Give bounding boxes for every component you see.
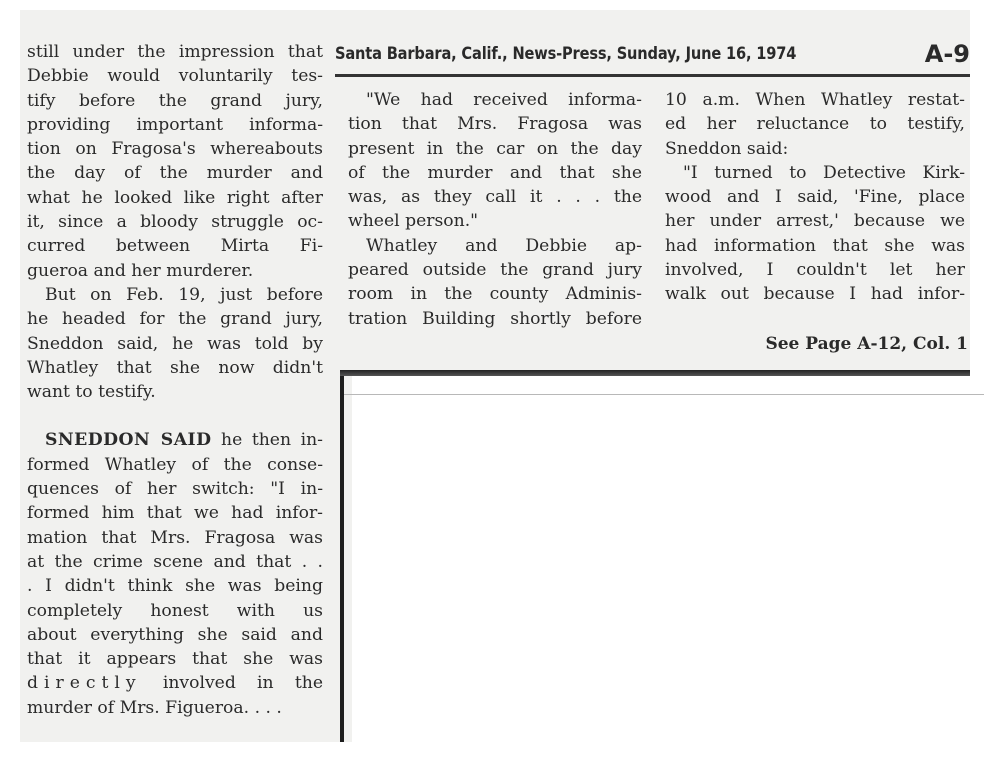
text-line: ed her reluctance to testify, [665, 114, 965, 135]
article-column-1 [27, 40, 323, 720]
paragraph [665, 161, 965, 307]
text-line: peared outside the grand jury [348, 260, 642, 281]
paragraph-lead-in: SNEDDON SAID [45, 430, 212, 451]
text-line: gueroa and her murderer. [27, 260, 254, 281]
paragraph [27, 40, 323, 283]
text-line: her under arrest,' because we [665, 211, 965, 232]
text-line: involved, I couldn't let her [665, 260, 965, 281]
cut-shadow-line [344, 394, 984, 395]
masthead [335, 40, 970, 74]
text-line: room in the county Adminis- [348, 284, 642, 305]
masthead-rule [335, 74, 970, 77]
text-line: completely honest with us [27, 600, 323, 621]
text-line: "We had received informa- [366, 90, 642, 110]
text-line: had information that she was [665, 235, 965, 256]
text-line: it, since a bloody struggle oc- [27, 212, 323, 233]
text-line: 10 a.m. When Whatley restat- [665, 90, 965, 110]
text-line: about everything she said and [27, 624, 323, 645]
text-line: murder of Mrs. Figueroa. . . . [27, 697, 282, 718]
text-line: he headed for the grand jury, [27, 309, 323, 330]
masthead-title: Santa Barbara, Calif., News-Press, Sunday, June 16, 1974 [335, 44, 797, 64]
text-fragment: he then in- [211, 430, 323, 451]
text-line: the day of the murder and [27, 163, 323, 184]
text-line: tion on Fragosa's whereabouts [27, 139, 323, 160]
article-column-3 [665, 88, 965, 307]
paragraph [348, 88, 642, 234]
text-line: tion that Mrs. Fragosa was [348, 114, 642, 135]
continuation-line: See Page A-12, Col. 1 [765, 334, 968, 354]
text-line: Sneddon said: [665, 138, 789, 159]
text-line: present in the car on the day [348, 138, 642, 159]
text-line: at the crime scene and that . . [27, 551, 323, 572]
text-line: what he looked like right after [27, 187, 323, 208]
text-line: Whatley and Debbie ap- [366, 235, 642, 256]
text-line: quences of her switch: "I in- [27, 479, 323, 500]
text-line: tration Building shortly before [348, 308, 642, 329]
text-line: that it appears that she was [27, 649, 323, 670]
page-number: A-9 [924, 40, 970, 68]
text-fragment: involved in the [141, 673, 323, 694]
text-line: tify before the grand jury, [27, 90, 323, 111]
paragraph [665, 88, 965, 161]
text-line: walk out because I had infor- [665, 284, 965, 305]
text-line: Whatley that she now didn't [27, 357, 323, 378]
text-line: Debbie would voluntarily tes- [27, 66, 323, 87]
text-fragment: directly [27, 673, 142, 694]
text-line: of the murder and that she [348, 162, 642, 183]
text-line: "I turned to Detective Kirk- [683, 162, 965, 183]
text-line: still under the impression that [27, 42, 323, 62]
text-line: formed Whatley of the conse- [27, 454, 323, 475]
text-line: want to testify. [27, 382, 156, 403]
text-line: wheel person." [348, 211, 479, 232]
text-line: wood and I said, 'Fine, place [665, 187, 965, 208]
text-line: . I didn't think she was being [27, 576, 323, 597]
paragraph [27, 428, 323, 720]
cut-edge-vertical [340, 370, 344, 742]
text-line: Sneddon said, he was told by [27, 333, 323, 354]
text-line: was, as they call it . . . the [348, 187, 642, 208]
paragraph [27, 283, 323, 404]
newspaper-clipping [20, 10, 976, 754]
article-column-2 [348, 88, 642, 331]
text-line [27, 428, 323, 452]
paragraph [348, 234, 642, 331]
text-line: curred between Mirta Fi- [27, 236, 323, 257]
text-line: formed him that we had infor- [27, 503, 323, 524]
text-line: But on Feb. 19, just before [45, 284, 323, 305]
text-line: mation that Mrs. Fragosa was [27, 527, 323, 548]
cut-edge-horizontal [340, 370, 970, 376]
text-line: providing important informa- [27, 114, 323, 135]
text-line [27, 671, 323, 695]
